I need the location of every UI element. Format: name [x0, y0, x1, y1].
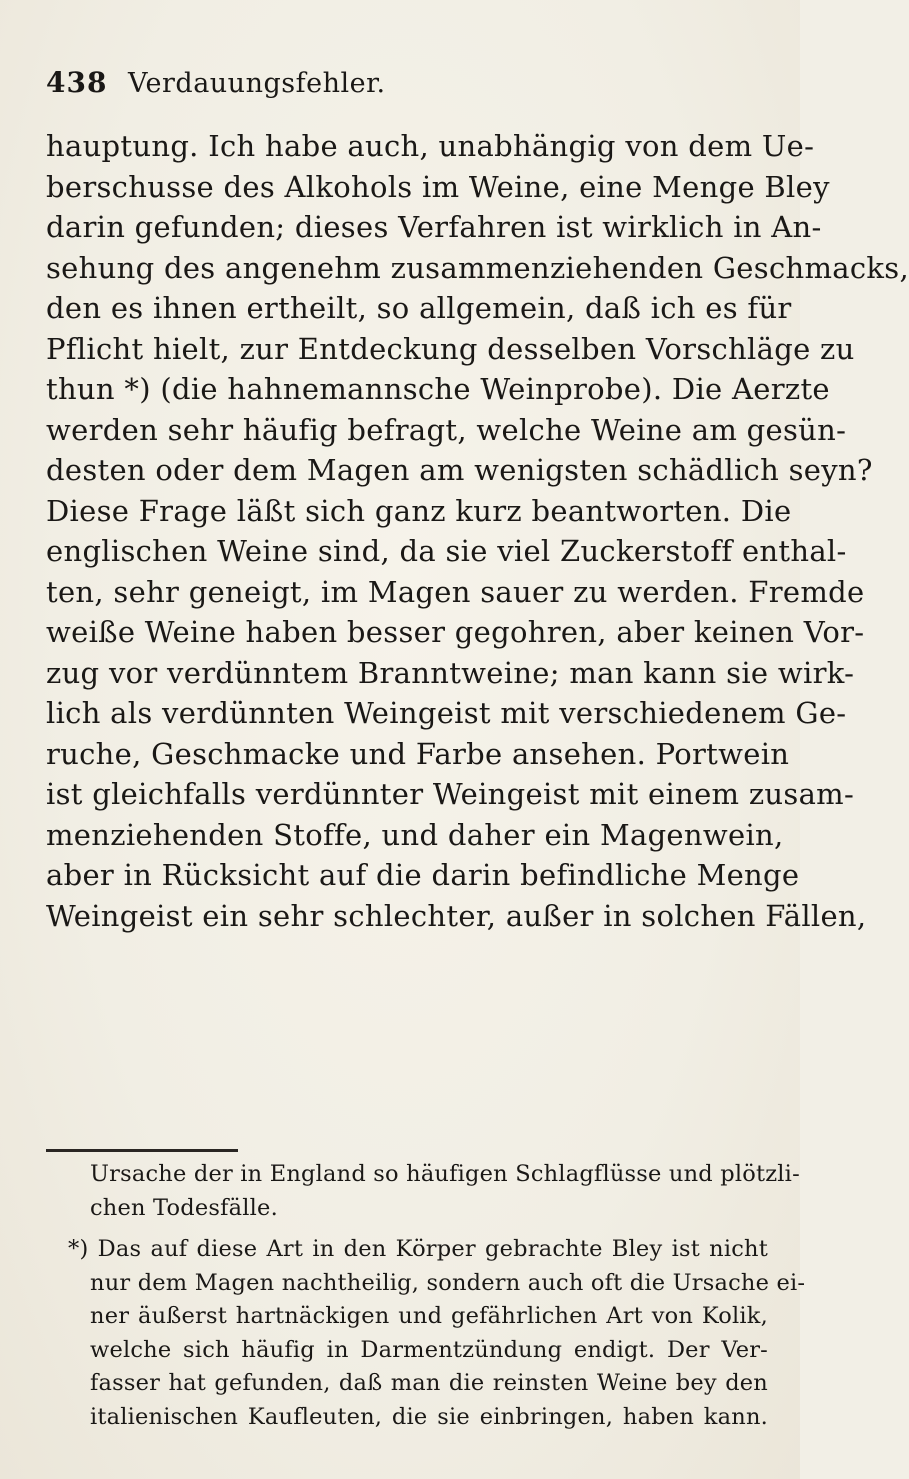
- text-line: ist gleichfalls verdünnter Weingeist mit einem zusam-: [46, 777, 855, 811]
- text-line: berschusse des Alkohols im Weine, eine Menge Bley: [46, 169, 830, 204]
- text-line: Weingeist ein sehr schlechter, außer in solchen Fällen,: [46, 898, 867, 933]
- text-line: sehung des angenehm zusammenziehenden Geschmacks,: [46, 250, 909, 285]
- body-text: [46, 126, 909, 936]
- text-line: ruche, Geschmacke und Farbe ansehen. Portwein: [46, 736, 790, 771]
- page-header: [46, 66, 766, 106]
- footnote-line: fasser hat gefunden, daß man die reinsten Weine bey den: [90, 1370, 768, 1396]
- text-line: Pflicht hielt, zur Entdeckung desselben Vorschläge zu: [46, 331, 855, 366]
- footnote-continuation-line: Ursache der in England so häufigen Schlagflüsse und plötzli-: [90, 1161, 800, 1187]
- footnote-line: welche sich häufig in Darmentzündung endigt. Der Ver-: [90, 1336, 768, 1363]
- text-line: werden sehr häufig befragt, welche Weine am gesün-: [46, 412, 847, 447]
- text-line: englischen Weine sind, da sie viel Zuckerstoff enthal-: [46, 534, 847, 568]
- footnote-continuation-line: chen Todesfälle.: [90, 1194, 278, 1221]
- text-line: ten, sehr geneigt, im Magen sauer zu werden. Fremde: [46, 574, 865, 609]
- footnote-line: nur dem Magen nachtheilig, sondern auch oft die Ursache ei-: [90, 1269, 806, 1296]
- text-line: Diese Frage läßt sich ganz kurz beantworten. Die: [46, 493, 792, 528]
- text-line: hauptung. Ich habe auch, unabhängig von dem Ue-: [46, 129, 815, 163]
- text-line: weiße Weine haben besser gegohren, aber keinen Vor-: [46, 615, 865, 649]
- text-line: darin gefunden; dieses Verfahren ist wirklich in An-: [46, 210, 822, 244]
- text-line: lich als verdünnten Weingeist mit verschiedenem Ge-: [46, 696, 847, 730]
- text-line: zug vor verdünntem Branntweine; man kann sie wirk-: [46, 655, 855, 690]
- text-line: thun *) (die hahnemannsche Weinprobe). Die Aerzte: [46, 372, 830, 406]
- text-line: den es ihnen ertheilt, so allgemein, daß ich es für: [46, 291, 792, 325]
- footnotes: [68, 1158, 806, 1434]
- running-head: Verdauungsfehler.: [128, 68, 386, 99]
- text-line: aber in Rücksicht auf die darin befindliche Menge: [46, 858, 800, 892]
- footnote-line: italienischen Kaufleuten, die sie einbringen, haben kann.: [90, 1403, 768, 1430]
- footnote-line: *) Das auf diese Art in den Körper gebrachte Bley ist nicht: [68, 1236, 768, 1262]
- footnote-separator: [46, 1149, 238, 1152]
- text-line: menziehenden Stoffe, und daher ein Magenwein,: [46, 817, 784, 852]
- footnote-line: ner äußerst hartnäckigen und gefährlichen Art von Kolik,: [90, 1303, 768, 1329]
- text-line: desten oder dem Magen am wenigsten schädlich seyn?: [46, 453, 873, 487]
- page-number: 438: [46, 66, 108, 99]
